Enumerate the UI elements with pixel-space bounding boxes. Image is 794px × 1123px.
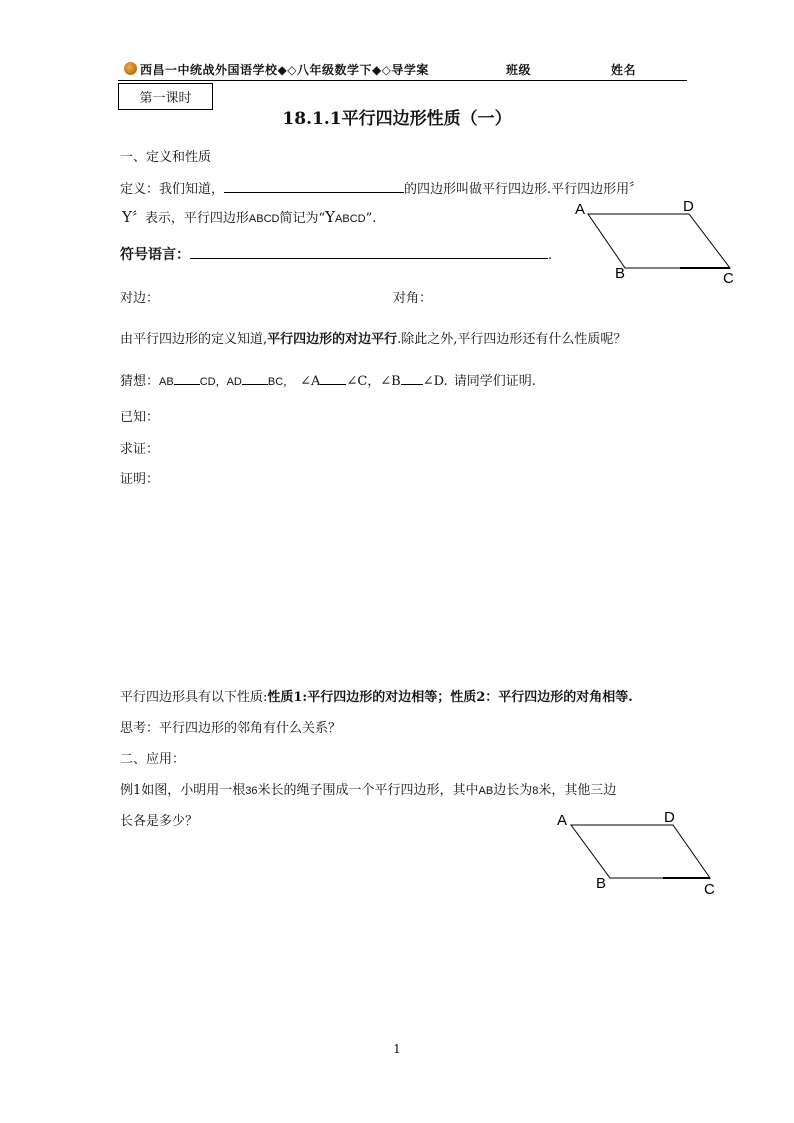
- header-school: 西昌一中统战外国语学校◆◇八年级数学下◆◇导学案: [140, 63, 429, 77]
- figure-2-label-a: A: [557, 812, 568, 829]
- symbol-language-label: 符号语言：: [120, 247, 190, 263]
- figure-1-label-d: D: [683, 198, 694, 215]
- figure-1-label-c: C: [723, 270, 734, 287]
- parallelogram-shape-2: [571, 825, 710, 878]
- symbol-language-blank[interactable]: [190, 246, 548, 259]
- guess-end: 请同学们证明.: [453, 374, 536, 389]
- symbol-language-line: [120, 244, 552, 264]
- header-class-label: 班级: [506, 63, 532, 77]
- section-2-heading: 二、应用：: [120, 752, 186, 767]
- guess-ad: AD: [226, 376, 242, 388]
- properties-pre: 平行四边形具有以下性质:: [120, 690, 268, 705]
- lesson-box-text: 第一课时: [139, 91, 192, 106]
- guess-blank-2[interactable]: [242, 372, 268, 385]
- parallelogram-symbol: Y: [122, 208, 132, 226]
- guess-ab: AB: [159, 376, 174, 388]
- parallelogram-shape-1: [588, 214, 730, 268]
- definition-end: ”.: [365, 211, 377, 226]
- definition-abcd: ABCD: [248, 213, 280, 225]
- property-1: 性质1:平行四边形的对边相等；: [267, 690, 451, 705]
- guess-angle-a: ∠A: [300, 374, 321, 389]
- guess-cd: CD，: [199, 376, 227, 388]
- definition-line-1: [120, 178, 642, 197]
- example-end: 米，其他三边: [538, 783, 617, 798]
- from-definition-post: .除此之外,平行四边形还有什么性质呢？: [397, 332, 627, 347]
- definition-blank[interactable]: [224, 180, 404, 193]
- guess-blank-1[interactable]: [174, 372, 200, 385]
- figure-2-label-b: B: [596, 875, 607, 892]
- definition-text-2: 简记为“: [279, 211, 326, 226]
- from-definition-pre: 由平行四边形的定义知道,: [120, 332, 268, 347]
- opposite-angles-label: 对角：: [393, 291, 433, 306]
- symbol-language-end: .: [548, 248, 553, 263]
- definition-suffix: 的四边形叫做平行四边形.平行四边形用〞: [404, 182, 643, 197]
- guess-angle-b: ∠B: [380, 374, 401, 389]
- property-2: 性质2：平行四边形的对角相等.: [450, 690, 633, 705]
- parallelogram-figure-2: [553, 807, 723, 902]
- page-number: 1: [393, 1042, 401, 1056]
- known-label: 已知：: [120, 410, 160, 425]
- prove-label: 求证：: [120, 442, 160, 457]
- opposite-sides-label: 对边：: [120, 291, 160, 306]
- definition-abcd-2: ABCD: [335, 213, 366, 225]
- example-mid: 米长的绳子围成一个平行四边形，其中: [257, 783, 479, 798]
- guess-blank-3[interactable]: [320, 372, 346, 385]
- example-36: 36: [245, 785, 258, 797]
- parallelogram-symbol-2: Y: [325, 208, 336, 226]
- guess-blank-4[interactable]: [401, 372, 423, 385]
- example-line-2: 长各是多少？: [120, 814, 199, 829]
- definition-prefix: 定义：我们知道，: [120, 182, 225, 197]
- properties-line: [120, 686, 633, 705]
- guess-line: [120, 370, 536, 389]
- definition-text: 〞表示，平行四边形: [131, 211, 249, 226]
- figure-1-label-b: B: [615, 265, 626, 282]
- guess-bc: BC，: [267, 376, 295, 388]
- school-logo-icon: [124, 62, 137, 75]
- header-rule: [118, 80, 687, 81]
- figure-2-label-c: C: [704, 881, 715, 898]
- guess-angle-d: ∠D.: [422, 374, 448, 389]
- definition-line-2: [122, 207, 376, 226]
- example-ab: AB: [478, 785, 494, 797]
- think-line: 思考：平行四边形的邻角有什么关系？: [120, 721, 342, 736]
- section-1-heading: 一、定义和性质: [120, 150, 212, 165]
- example-pre: 例1如图，小明用一根: [120, 783, 246, 798]
- example-line-1: [120, 779, 616, 798]
- figure-2-label-d: D: [664, 809, 675, 826]
- proof-label: 证明：: [120, 472, 160, 487]
- parallelogram-figure-1: [570, 196, 740, 291]
- header-name-label: 姓名: [611, 63, 637, 77]
- page-title: 18.1.1平行四边形性质（一）: [282, 109, 512, 129]
- from-definition-line: [120, 328, 626, 347]
- guess-label: 猜想：: [120, 374, 160, 389]
- figure-1-label-a: A: [575, 201, 586, 218]
- from-definition-bold: 平行四边形的对边平行: [267, 332, 398, 347]
- guess-angle-c: ∠C，: [346, 374, 381, 389]
- example-8: 8: [532, 785, 539, 797]
- example-mid-2: 边长为: [493, 783, 533, 798]
